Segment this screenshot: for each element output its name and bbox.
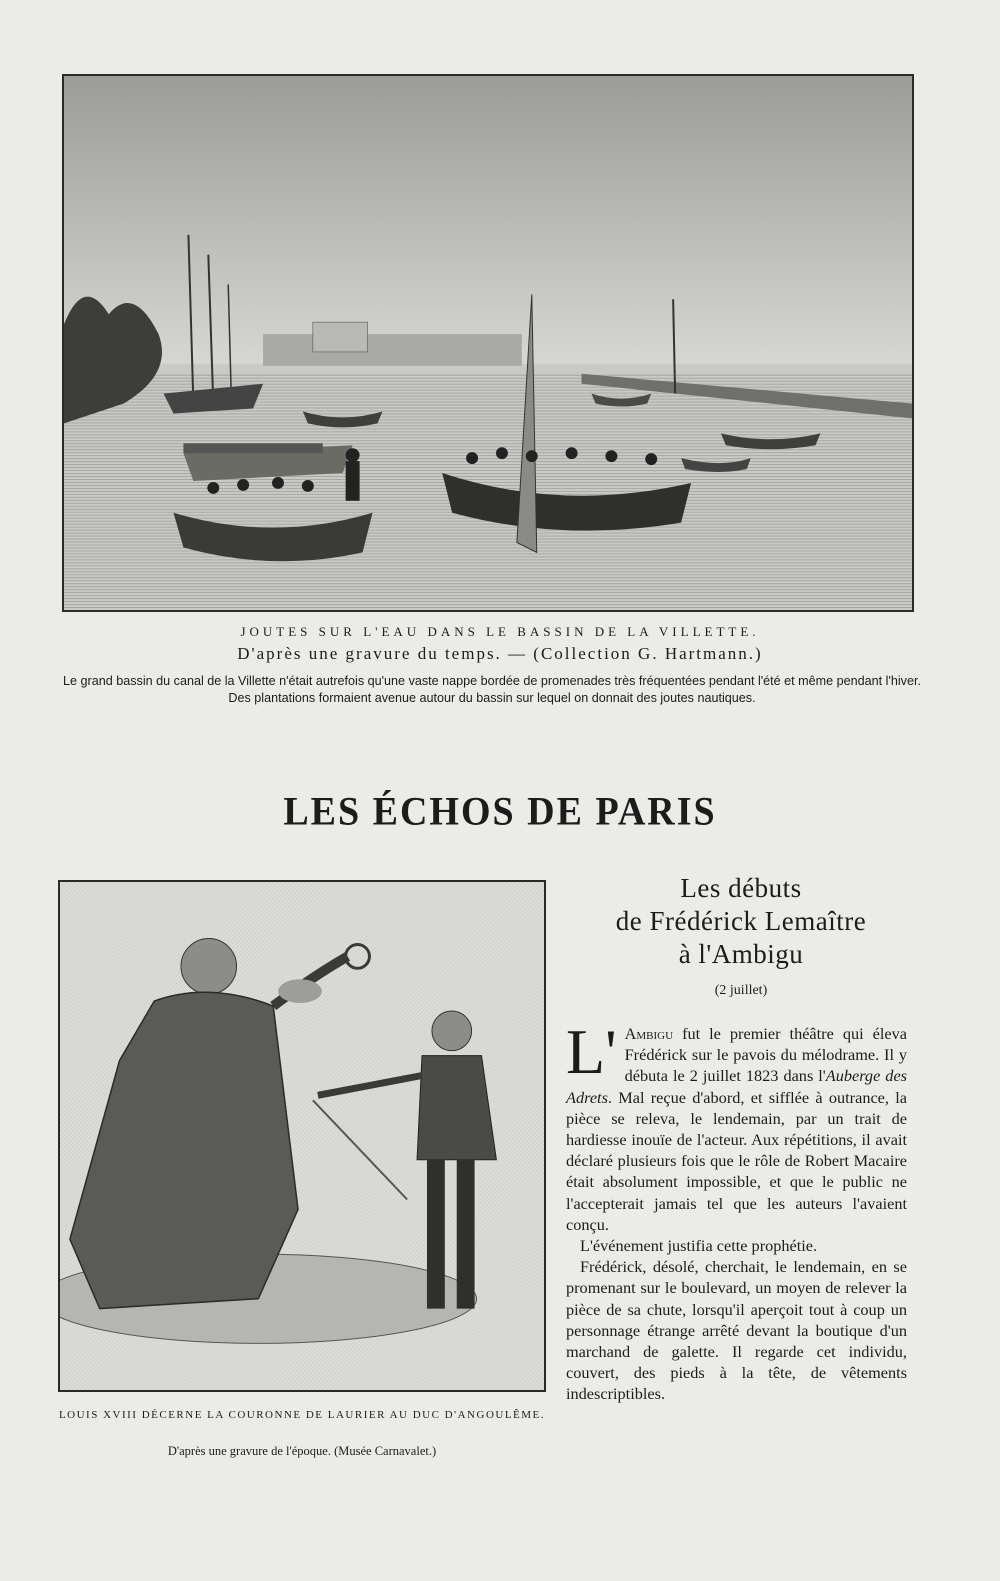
play-title: Auberge des Adrets: [566, 1066, 908, 1107]
article-p1-smallcaps: Ambigu: [624, 1024, 674, 1043]
article-paragraph-1: [566, 1016, 908, 1235]
villette-engraving: [62, 74, 914, 612]
left-plate-caption-title: LOUIS XVIII DÉCERNE LA COURONNE DE LAURIER AU DUC D'ANGOULÊME.: [58, 1409, 546, 1421]
article-title: [566, 872, 916, 971]
article-date: (2 juillet): [714, 983, 768, 998]
louis-xviii-engraving: [58, 880, 546, 1392]
article-paragraph-2: L'événement justifia cette prophétie.: [580, 1236, 818, 1256]
top-plate-caption-description: Le grand bassin du canal de la Villette n'était autrefois qu'une vaste nappe bordée de promenades très fréquentées pendant l'été et même pendant l'hiver. Des plantations formaient avenue autour du bassin sur lequel on donnait des joutes nautiques.: [63, 674, 921, 705]
top-plate-caption-source: D'après une gravure du temps. — (Collection G. Hartmann.): [237, 644, 763, 663]
article-title-line-1: Les débuts: [680, 873, 802, 903]
article-paragraph-3: Frédérick, désolé, cherchait, le lendemain, en se promenant sur le boulevard, un moyen de relever la pièce de sa chute, lorsqu'il aperçoit tout à coup un personnage étrange arrêté devant la boutique d'un marchand de galette. Il regarde cet individu, couvert, des pieds à la tête, de vêtements indescriptibles.: [566, 1257, 907, 1404]
top-plate-caption-title: JOUTES SUR L'EAU DANS LE BASSIN DE LA VILLETTE.: [240, 624, 760, 639]
article-title-line-3: à l'Ambigu: [678, 939, 804, 969]
article-body: [566, 1016, 908, 1405]
section-heading: LES ÉCHOS DE PARIS: [283, 789, 717, 835]
drop-cap: L': [566, 1016, 617, 1087]
left-plate-caption-source: D'après une gravure de l'époque. (Musée Carnavalet.): [167, 1444, 437, 1458]
article-p1-text-b: . Mal reçue d'abord, et sifflée à outrance, la pièce se releva, le lendemain, par un trait de hardiesse inouïe de l'acteur. Aux répétitions, il avait déclaré plusieurs fois que le rôle de Robert Macaire était absolument impossible, et que le public ne l'accepterait jamais tel que les auteurs l'avaient conçu.: [566, 1087, 907, 1234]
article-p1-text-a: fut le premier théâtre qui éleva Frédérick sur le pavois du mélodrame. Il y débuta le 2 juillet 1823 dans l': [624, 1024, 907, 1086]
article-title-line-2: de Frédérick Lemaître: [615, 906, 867, 936]
